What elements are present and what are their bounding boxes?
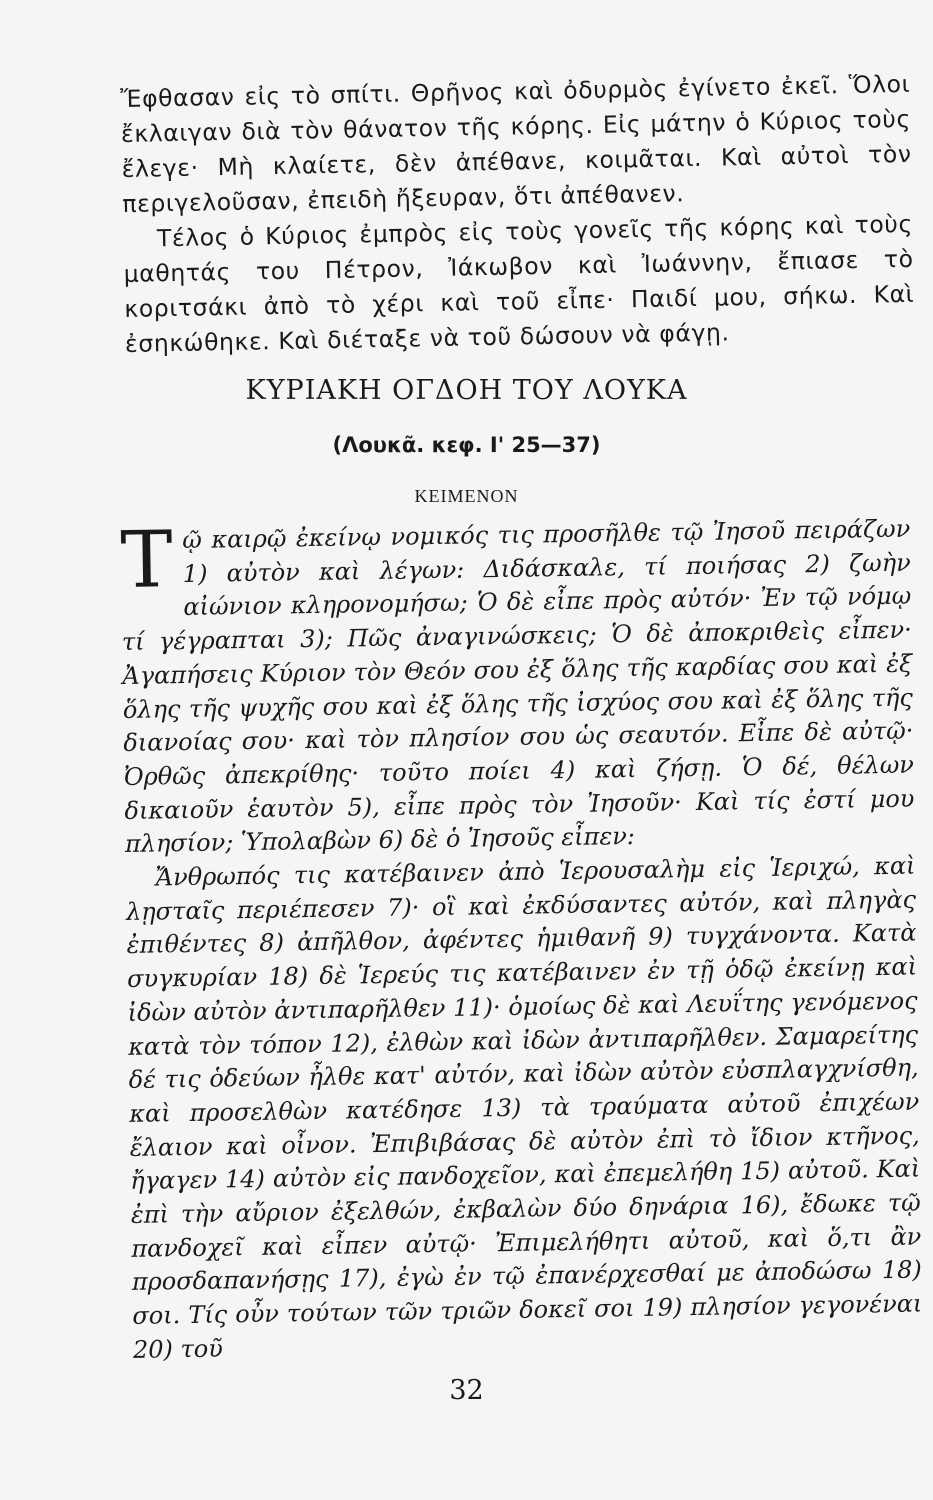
scripture-paragraph: Ἄνθρωπός τις κατέβαινεν ἀπὸ Ἱερουσαλὴμ εἰς Ἱεριχώ, καὶ λῃσταῖς περιέπεσεν 7)· οἳ καὶ ἐκδύσαντες αὐτόν, καὶ πληγὰς ἐπιθέντες 8) ἀπῆλθον, ἀφέντες ἡμιθανῆ 9) τυγχάνοντα. Κατὰ συγκυρίαν 18) δὲ Ἱερεύς τις κατέβαινεν ἐν τῇ ὁδῷ ἐκείνῃ καὶ ἰδὼν αὐτὸν ἀντιπαρῆλθεν 11)· ὁμοίως δὲ καὶ Λευΐτης γενόμενος κατὰ τὸν τόπον 12), ἐλθὼν καὶ ἰδὼν ἀντιπαρῆλθεν. Σαμαρείτης δέ τις ὁδεύων ἦλθε κατ' αὐτόν, καὶ ἰδὼν αὐτὸν εὐσπλαγχνίσθη, καὶ προσελθὼν κατέδησε 13) τὰ τραύματα αὐτοῦ ἐπιχέων ἔλαιον καὶ οἶνον. Ἐπιβιβάσας δὲ αὐτὸν ἐπὶ τὸ ἴδιον κτῆνος, ἤγαγεν 14) αὐτὸν εἰς πανδοχεῖον, καὶ ἐπεμελήθη 15) αὐτοῦ. Καὶ ἐπὶ τὴν αὔριον ἐξελθών, ἐκβαλὼν δύο δηνάρια 16), ἔδωκε τῷ πανδοχεῖ καὶ εἶπεν αὐτῷ· Ἐπιμελήθητι αὐτοῦ, καὶ ὅ,τι ἂν προσδαπανήσῃς 17), ἐγὼ ἐν τῷ ἐπανέρχεσθαί με ἀποδώσω 18) σοι. Τίς οὖν τούτων τῶν τριῶν δοκεῖ σοι 19) πλησίον γεγονέναι 20) τοῦ	[125, 851, 923, 1364]
intro-paragraph: Τέλος ὁ Κύριος ἐμπρὸς εἰς τοὺς γονεῖς τῆς κόρης καὶ τοὺς μαθητάς του Πέτρον, Ἰάκωβον καὶ Ἰωάννην, ἔπιασε τὸ κοριτσάκι ἀπὸ τὸ χέρι καὶ τοῦ εἶπε· Παιδί μου, σήκω. Καὶ ἐσηκώθηκε. Καὶ διέταξε νὰ τοῦ δώσουν νὰ φάγῃ.	[123, 209, 915, 358]
scripture-paragraph	[120, 513, 915, 862]
scripture-paragraph-body: ῷ καιρῷ ἐκείνῳ νομικός τις προσῆλθε τῷ Ἰησοῦ πειράζων 1) αὐτὸν καὶ λέγων: Διδάσκαλε, τί ποιήσας 2) ζωὴν αἰώνιον κληρονομήσω; Ὁ δὲ εἶπε πρὸς αὐτόν· Ἐν τῷ νόμῳ τί γέγραπται 3); Πῶς ἀναγινώσκεις; Ὁ δὲ ἀποκριθεὶς εἶπεν· Ἀγαπήσεις Κύριον τὸν Θεόν σου ἐξ ὅλης τῆς καρδίας σου καὶ ἐξ ὅλης τῆς ψυχῆς σου καὶ ἐξ ὅλης τῆς ἰσχύος σου καὶ ἐξ ὅλης τῆς διανοίας σου· καὶ τὸν πλησίον σου ὡς σεαυτόν. Εἶπε δὲ αὐτῷ· Ὀρθῶς ἀπεκρίθης· τοῦτο ποίει 4) καὶ ζήσῃ. Ὁ δέ, θέλων δικαιοῦν ἑαυτὸν 5), εἶπε πρὸς τὸν Ἰησοῦν· Καὶ τίς ἐστί μου πλησίον; Ὑπολαβὼν 6) δὲ ὁ Ἰησοῦς εἶπεν:	[121, 514, 915, 859]
section-label: ΚΕΙΜΕΝΟΝ	[414, 486, 519, 506]
intro-text	[120, 67, 915, 362]
intro-paragraph: Ἔφθασαν εἰς τὸ σπίτι. Θρῆνος καὶ ὀδυρμὸς ἐγίνετο ἐκεῖ. Ὅλοι ἔκλαιγαν διὰ τὸν θάνατον τῆς κόρης. Εἰς μάτην ὁ Κύριος τοὺς ἔλεγε· Μὴ κλαίετε, δὲν ἀπέθανε, κοιμᾶται. Καὶ αὐτοὶ τὸν περιγελοῦσαν, ἐπειδὴ ἤξευραν, ὅτι ἀπέθανεν.	[120, 69, 912, 218]
scripture-text	[120, 513, 923, 1368]
section-citation: (Λουκᾶ. κεφ. Ι' 25—37)	[332, 433, 601, 457]
section-title: ΚΥΡΙΑΚΗ ΟΓΔΟΗ ΤΟΥ ΛΟΥΚΑ	[245, 375, 688, 406]
page-number: 32	[449, 1375, 484, 1406]
drop-cap: Τ	[119, 515, 174, 606]
